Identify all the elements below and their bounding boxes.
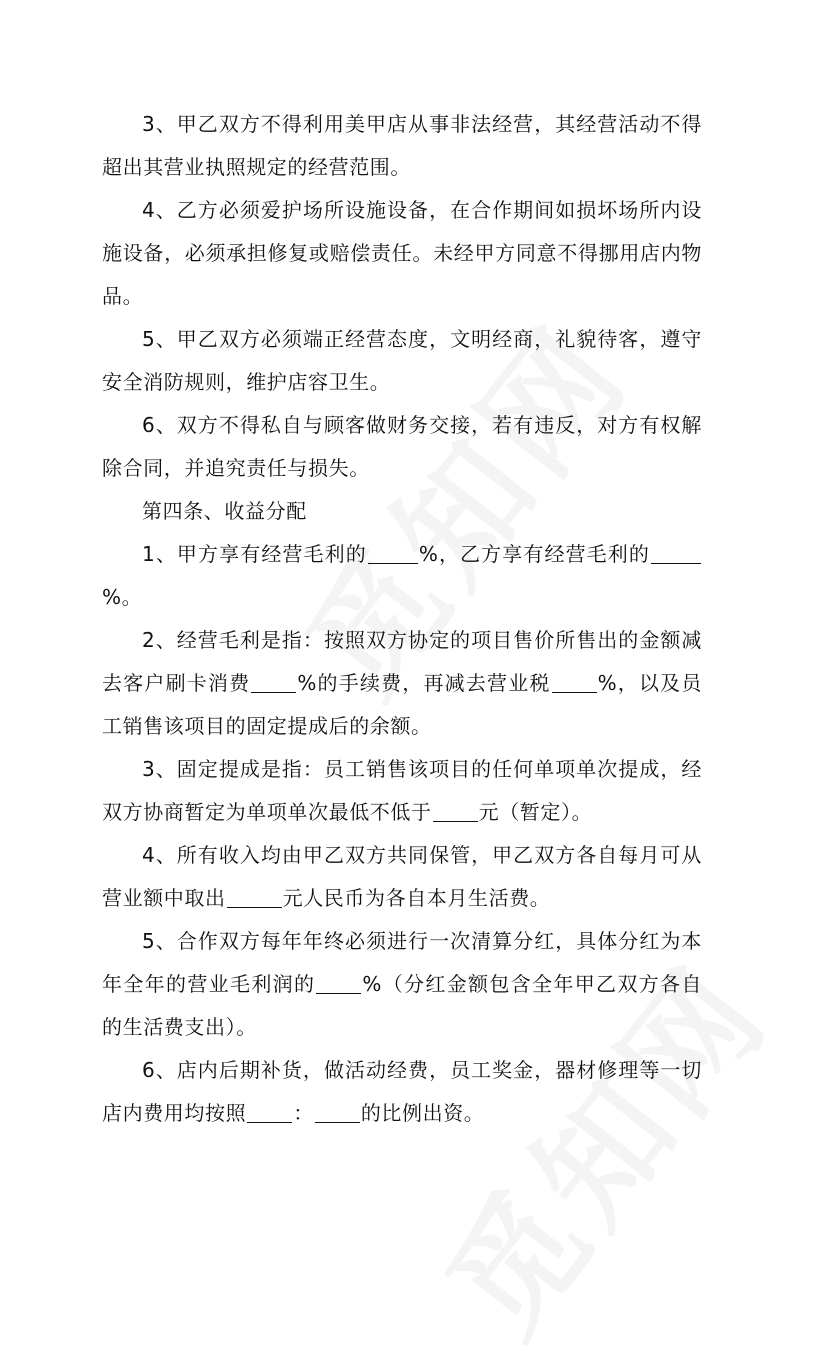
clause-4-paragraph: 4、乙方必须爱护场所设施设备，在合作期间如损坏场所内设施设备，必须承担修复或赔偿责任。未经甲方同意不得挪用店内物品。 bbox=[102, 198, 702, 308]
section-heading: 第四条、收益分配 bbox=[142, 499, 307, 523]
profit-share-item-5 bbox=[102, 920, 702, 1049]
profit-share-item-2 bbox=[102, 619, 702, 748]
text-segment: 3、固定提成是指：员工销售该项目的任何单项单次提成，经双方协商暂定为单项单次最低不低于 bbox=[102, 757, 702, 824]
clause-3-paragraph: 3、甲乙双方不得利用美甲店从事非法经营，其经营活动不得超出其营业执照规定的经营范围。 bbox=[102, 112, 702, 179]
text-segment: 1、甲方享有经营毛利的 bbox=[142, 542, 367, 566]
fill-in-blank[interactable] bbox=[247, 1102, 292, 1123]
text-segment: 4、所有收入均由甲乙双方共同保管，甲乙双方各自每月可从营业额中取出 bbox=[102, 843, 702, 910]
fill-in-blank[interactable] bbox=[227, 887, 282, 908]
fill-in-blank[interactable] bbox=[251, 672, 296, 693]
text-segment: 2、经营毛利是指：按照双方协定的项目售价所售出的金额减去客户刷卡消费 bbox=[102, 628, 702, 695]
text-segment: ： bbox=[293, 1101, 314, 1125]
text-segment: 5、合作双方每年年终必须进行一次清算分红，具体分红为本年全年的营业毛利润的 bbox=[102, 929, 702, 996]
text-segment: %的手续费，再减去营业税 bbox=[297, 671, 551, 695]
text-segment: %。 bbox=[102, 585, 143, 609]
clause-6-paragraph: 6、双方不得私自与顾客做财务交接，若有违反，对方有权解除合同，并追究责任与损失。 bbox=[102, 413, 702, 480]
fill-in-blank[interactable] bbox=[433, 801, 478, 822]
text-segment: %，乙方享有经营毛利的 bbox=[418, 542, 650, 566]
text-segment: 的比例出资。 bbox=[360, 1101, 485, 1125]
text-segment: %（分红金额包含全年甲乙双方各自的生活费支出）。 bbox=[102, 972, 702, 1039]
text-segment: 元人民币为各自本月生活费。 bbox=[282, 886, 551, 910]
fill-in-blank[interactable] bbox=[315, 1102, 360, 1123]
fill-in-blank[interactable] bbox=[651, 543, 701, 564]
text-segment: 6、店内后期补货，做活动经费，员工奖金，器材修理等一切店内费用均按照 bbox=[102, 1058, 702, 1125]
clause-5-paragraph: 5、甲乙双方必须端正经营态度，文明经商，礼貌待客，遵守安全消防规则，维护店容卫生。 bbox=[102, 327, 702, 394]
text-segment: %，以及员工销售该项目的固定提成后的余额。 bbox=[102, 671, 702, 738]
text-segment: 元（暂定）。 bbox=[478, 800, 593, 824]
document-body bbox=[102, 103, 702, 1135]
fill-in-blank[interactable] bbox=[316, 973, 361, 994]
profit-share-item-6 bbox=[102, 1049, 702, 1135]
fill-in-blank[interactable] bbox=[368, 543, 418, 564]
profit-share-item-1 bbox=[102, 533, 702, 619]
profit-share-item-3 bbox=[102, 748, 702, 834]
profit-share-item-4 bbox=[102, 834, 702, 920]
fill-in-blank[interactable] bbox=[552, 672, 597, 693]
